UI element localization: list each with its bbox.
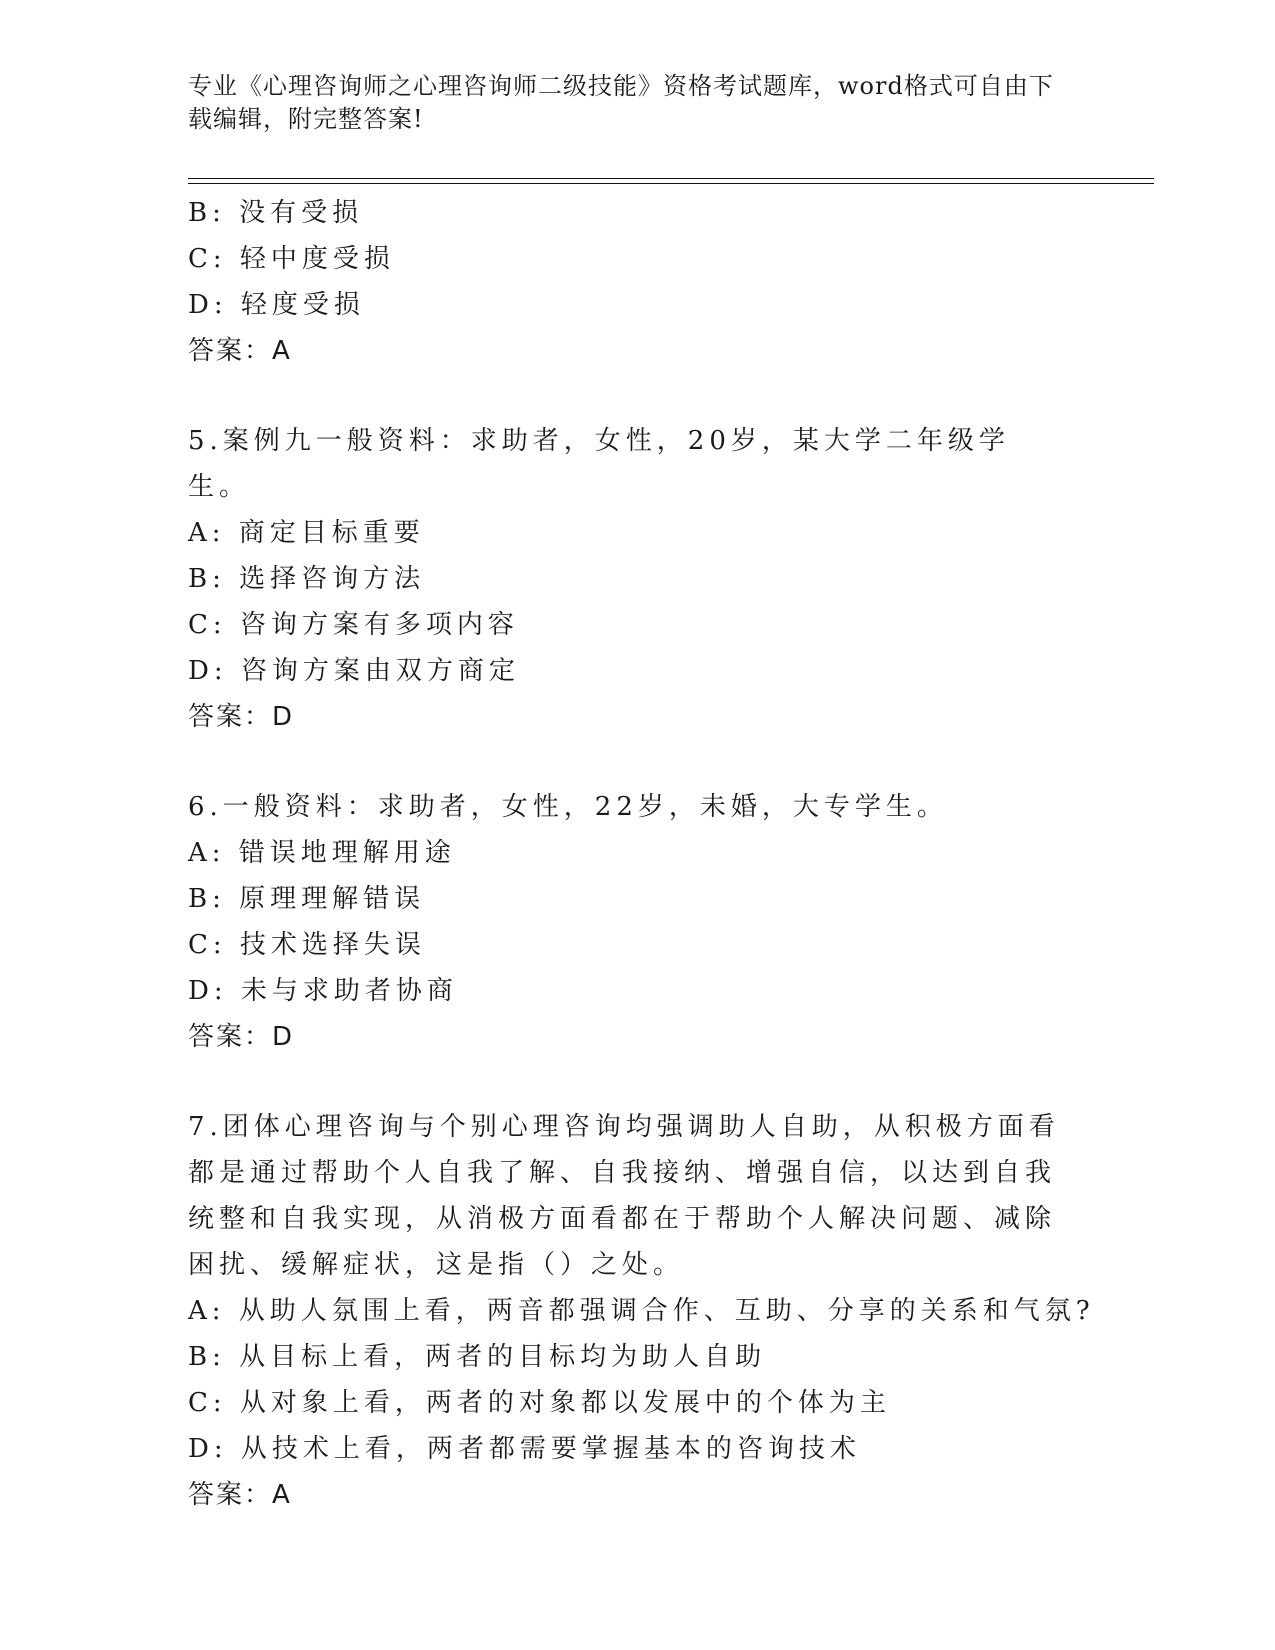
option-c: C: 技术选择失误	[188, 930, 426, 960]
header-divider-bottom	[188, 183, 1154, 184]
question-6	[188, 784, 1068, 1060]
question-stem: 5.案例九一般资料：求助者，女性，20岁，某大学二年级学生。	[188, 426, 1010, 502]
option-a: A: 从助人氛围上看，两音都强调合作、互助、分享的关系和气氛?	[188, 1296, 1095, 1326]
option-a: A: 商定目标重要	[188, 518, 425, 548]
option-c: C: 从对象上看，两者的对象都以发展中的个体为主	[188, 1388, 891, 1418]
option-c: C: 咨询方案有多项内容	[188, 610, 519, 640]
question-7	[188, 1104, 1095, 1518]
option-b: B: 没有受损	[188, 198, 364, 228]
option-d: D: 未与求助者协商	[188, 976, 458, 1006]
question-list	[188, 190, 1095, 1518]
option-d: D: 咨询方案由双方商定	[188, 656, 520, 686]
question-stem: 6.一般资料：求助者，女性，22岁，未婚，大专学生。	[188, 792, 948, 822]
answer-line: 答案：A	[188, 336, 292, 366]
answer-line: 答案：D	[188, 702, 295, 732]
option-d: D: 轻度受损	[188, 290, 365, 320]
document-header: 专业《心理咨询师之心理咨询师二级技能》资格考试题库，word格式可自由下载编辑，附完整答案!	[188, 72, 1054, 133]
option-d: D: 从技术上看，两者都需要掌握基本的咨询技术	[188, 1434, 861, 1464]
header-divider-top	[188, 178, 1154, 179]
question-5	[188, 418, 1068, 740]
question-partial	[188, 190, 1068, 374]
option-b: B: 原理理解错误	[188, 884, 426, 914]
answer-line: 答案：D	[188, 1022, 295, 1052]
answer-line: 答案：A	[188, 1480, 292, 1510]
option-c: C: 轻中度受损	[188, 244, 395, 274]
question-stem: 7.团体心理咨询与个别心理咨询均强调助人自助，从积极方面看都是通过帮助个人自我了解、自我接纳、增强自信，以达到自我统整和自我实现，从消极方面看都在于帮助个人解决问题、减除困扰、缓解症状，这是指（）之处。	[188, 1112, 1060, 1280]
option-b: B: 从目标上看，两者的目标均为助人自助	[188, 1342, 767, 1372]
option-b: B: 选择咨询方法	[188, 564, 426, 594]
option-a: A: 错误地理解用途	[188, 838, 456, 868]
